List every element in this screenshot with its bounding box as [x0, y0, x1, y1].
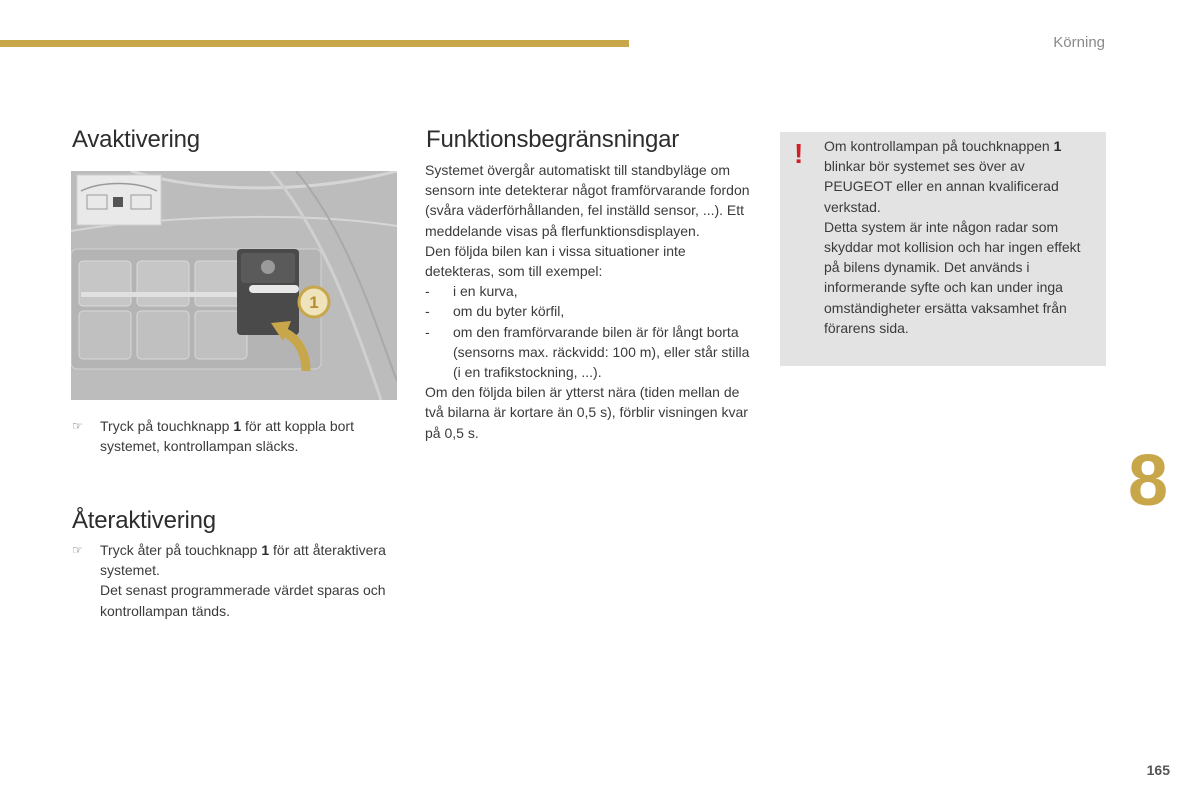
running-head: Körning	[1053, 34, 1105, 51]
limitations-para-1: Systemet övergår automatiskt till standbyläge om sensorn inte detekterar något framförvarande fordon (svåra väderförhållanden, fel inställd sensor, ...). Ett meddelande visas på flerfunktionsdisplayen.	[425, 162, 750, 239]
dash-item: - om du byter körfil,	[425, 303, 565, 320]
chapter-number: 8	[1128, 441, 1169, 521]
limitations-para-2: Den följda bilen kan i vissa situationer inte detekteras, som till exempel:	[425, 242, 686, 280]
deactivation-instruction	[72, 416, 402, 456]
figure-callout-1: 1	[309, 293, 319, 312]
dash-item: - om den framförvarande bilen är för långt borta (sensorns max. räckvidd: 100 m), eller står stilla (i en trafikstockning, ...).	[425, 323, 750, 381]
limitations-body	[425, 160, 755, 443]
reactivation-instruction	[72, 540, 402, 621]
dash-item: - i en kurva,	[425, 283, 518, 300]
top-accent-rule	[0, 40, 629, 47]
heading-reactivation: Återaktivering	[72, 507, 216, 534]
warning-box	[780, 132, 1106, 366]
dashboard-svg	[71, 171, 397, 400]
dashboard-illustration	[71, 171, 397, 400]
pointing-finger-icon: ☞	[72, 419, 83, 433]
pointing-finger-icon: ☞	[72, 543, 83, 557]
heading-deactivation: Avaktivering	[72, 126, 200, 153]
limitations-para-3: Om den följda bilen är ytterst nära (tiden mellan de två bilarna är kortare än 0,5 s), förblir visningen kvar på 0,5 s.	[425, 384, 748, 441]
page-number: 165	[1146, 762, 1170, 778]
heading-limitations: Funktionsbegränsningar	[426, 126, 680, 153]
exclamation-icon: !	[794, 138, 804, 169]
reactivation-text: Tryck åter på touchknapp 1 för att återaktivera systemet. Det senast programmerade värdet sparas och kontrollampan tänds.	[100, 542, 386, 619]
deactivation-text: Tryck på touchknapp 1 för att koppla bort systemet, kontrollampan släcks.	[100, 418, 354, 455]
warning-text: Om kontrollampan på touchknappen 1 blinkar bör systemet ses över av PEUGEOT eller en annan kvalificerad verkstad. Detta system är inte någon radar som skyddar mot kollision och har ingen effekt på bilens dynamik. Det används i informerande syfte och kan under inga omständigheter ersätta vaksamhet från förarens sida.	[824, 138, 1081, 336]
